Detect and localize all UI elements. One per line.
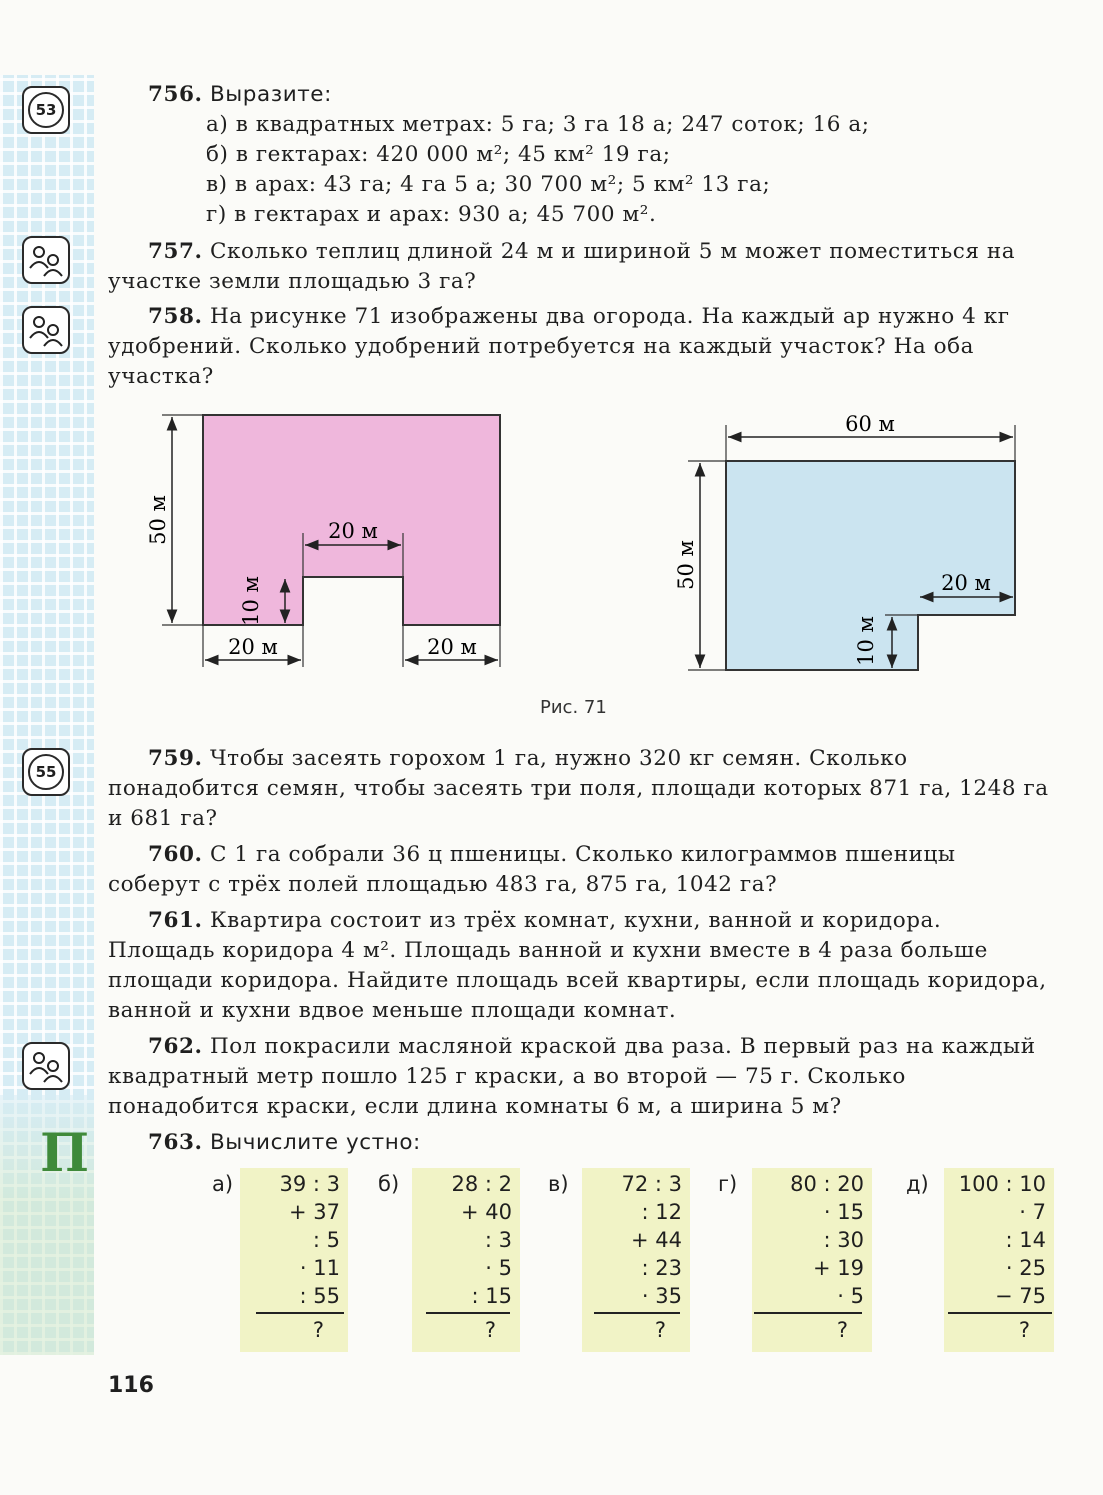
oral-line: + 37 — [289, 1200, 340, 1224]
pair-work-icon — [22, 1042, 70, 1090]
oral-line: 80 : 20 — [790, 1172, 864, 1196]
oral-line: : 23 — [641, 1256, 682, 1280]
oral-line: · 5 — [485, 1256, 512, 1280]
side-letter-mark: П — [40, 1123, 88, 1184]
problem-762: 762. Пол покрасили масляной краской два раза. В первый раз на каждый квадратный метр пошло 125 г краски, а во второй — 75 г. Сколько понадобится краски, если длина комнаты 6 м, а ширина 5 м? — [108, 1034, 1036, 1119]
oral-line: · 11 — [299, 1256, 340, 1280]
oral-line: : 15 — [471, 1284, 512, 1308]
pair-work-icon — [22, 236, 70, 284]
oral-line: · 15 — [823, 1200, 864, 1224]
left-bottom-left-label: 20 м — [228, 635, 278, 659]
oral-line: · 25 — [1005, 1256, 1046, 1280]
problem-759: 759. Чтобы засеять горохом 1 га, нужно 320 кг семян. Сколько понадобится семян, чтобы засеять три поля, площади которых 871 га, 1248 га и 681 га? — [108, 746, 1049, 831]
oral-result: ? — [484, 1318, 496, 1342]
lesson-badge-55 — [22, 748, 70, 796]
oral-line: + 44 — [631, 1228, 682, 1252]
figure-caption: Рис. 71 — [540, 697, 607, 718]
problem-756: 756. Выразите: а) в квадратных метрах: 5 га; 3 га 18 а; 247 соток; 16 а; б) в гектарах: 420 000 м²; 45 км² 19 га; в) в арах: 43 га; 4 га 5 а; 30 700 м²; 5 км² 13 га; г) в гектарах и арах: 930 а; 45 700 м². — [108, 80, 1054, 230]
problem-758: 758. На рисунке 71 изображены два огорода. На каждый ар нужно 4 кг удобрений. Сколько удобрений потребуется на каждый участок? На оба участка? — [108, 304, 1010, 389]
oral-line: − 75 — [995, 1284, 1046, 1308]
problem-760: 760. С 1 га собрали 36 ц пшеницы. Сколько килограммов пшеницы соберут с трёх полей площадью 483 га, 875 га, 1042 га? — [108, 842, 956, 897]
oral-line: 28 : 2 — [451, 1172, 512, 1196]
right-notch-depth-label: 10 м — [854, 616, 878, 666]
right-height-label: 50 м — [674, 540, 698, 590]
left-height-label: 50 м — [146, 495, 170, 545]
right-notch-width-label: 20 м — [941, 571, 991, 595]
problem-757: 757. Сколько теплиц длиной 24 м и шириной 5 м может поместиться на участке земли площадью 3 га? — [108, 239, 1016, 294]
problem-756-line: б) в гектарах: 420 000 м²; 45 км² 19 га; — [206, 142, 671, 167]
problem-763: 763. Вычислите устно: — [148, 1130, 421, 1155]
oral-line: : 14 — [1005, 1228, 1046, 1252]
left-cut-label: 10 м — [239, 576, 263, 626]
oral-line: 72 : 3 — [621, 1172, 682, 1196]
oral-result: ? — [1018, 1318, 1030, 1342]
left-bottom-right-label: 20 м — [427, 635, 477, 659]
oral-line: : 55 — [299, 1284, 340, 1308]
oral-line: + 40 — [461, 1200, 512, 1224]
oral-line: : 5 — [312, 1228, 340, 1252]
oral-line: · 7 — [1019, 1200, 1046, 1224]
problem-756-line: г) в гектарах и арах: 930 а; 45 700 м². — [206, 202, 657, 227]
oral-line: 100 : 10 — [958, 1172, 1046, 1196]
lesson-number: 53 — [28, 92, 64, 128]
oral-line: : 3 — [484, 1228, 512, 1252]
oral-result: ? — [654, 1318, 666, 1342]
problem-756-line: а) в квадратных метрах: 5 га; 3 га 18 а; 247 соток; 16 а; — [206, 112, 870, 137]
oral-result: ? — [836, 1318, 848, 1342]
left-gap-label: 20 м — [328, 519, 378, 543]
right-width-label: 60 м — [845, 412, 895, 436]
problem-761: 761. Квартира состоит из трёх комнат, кухни, ванной и коридора. Площадь коридора 4 м². Площадь ванной и кухни вместе в 4 раза больше площади коридора. Найдите площадь всей квартиры, если площадь коридора, ванной и кухни вдвое меньше площади комнат. — [108, 908, 1047, 1023]
left-garden — [146, 415, 500, 667]
lesson-badge-53 — [22, 86, 70, 134]
oral-line: · 35 — [641, 1284, 682, 1308]
page-number: 116 — [108, 1373, 154, 1398]
oral-line: : 30 — [823, 1228, 864, 1252]
oral-line: + 19 — [813, 1256, 864, 1280]
right-garden — [674, 412, 1015, 670]
lesson-number: 55 — [28, 754, 64, 790]
oral-line: · 5 — [837, 1284, 864, 1308]
pair-work-icon — [22, 306, 70, 354]
oral-line: : 12 — [641, 1200, 682, 1224]
problem-756-line: в) в арах: 43 га; 4 га 5 а; 30 700 м²; 5 км² 13 га; — [206, 172, 771, 197]
oral-line: 39 : 3 — [279, 1172, 340, 1196]
figure-71 — [140, 405, 1040, 695]
oral-result: ? — [312, 1318, 324, 1342]
